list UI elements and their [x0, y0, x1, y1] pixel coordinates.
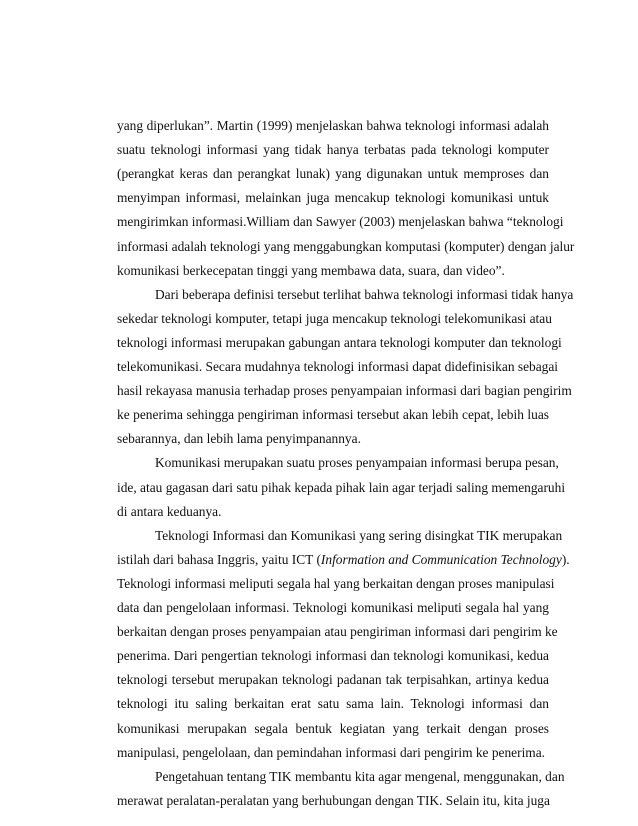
text-line: yang diperlukan”. Martin (1999) menjelaskan bahwa teknologi informasi adalah [117, 118, 549, 133]
text-line: Pengetahuan tentang TIK membantu kita agar mengenal, menggunakan, dan [155, 768, 565, 784]
text-line: istilah dari bahasa Inggris, yaitu ICT (Information and Communication Technology). [117, 551, 570, 567]
text-line: teknologi tersebut merupakan teknologi padanan tak terpisahkan, artinya kedua [117, 672, 549, 688]
text-line: (perangkat keras dan perangkat lunak) yang digunakan untuk memproses dan [117, 166, 549, 182]
text-line: ide, atau gagasan dari satu pihak kepada pihak lain agar terjadi saling memengaruhi [117, 479, 566, 495]
text-line: telekomunikasi. Secara mudahnya teknologi informasi dapat didefinisikan sebagai [117, 359, 559, 374]
text-line: suatu teknologi informasi yang tidak hanya terbatas pada teknologi komputer [117, 142, 549, 158]
text-line: di antara keduanya. [117, 503, 222, 519]
text-line: informasi adalah teknologi yang menggabungkan komputasi (komputer) dengan jalur [117, 238, 575, 254]
text-line: teknologi itu saling berkaitan erat satu sama lain. Teknologi informasi dan [117, 696, 549, 712]
text-line: penerima. Dari pengertian teknologi informasi dan teknologi komunikasi, kedua [117, 648, 549, 664]
text-line: Dari beberapa definisi tersebut terlihat bahwa teknologi informasi tidak hanya [155, 286, 574, 302]
italic-term: Information and Communication Technology [320, 551, 562, 567]
text-line: komunikasi merupakan segala bentuk kegiatan yang terkait dengan proses [117, 720, 549, 736]
text-line: mengirimkan informasi.William dan Sawyer (2003) menjelaskan bahwa “teknologi [117, 214, 564, 230]
text-line: menyimpan informasi, melainkan juga mencakup teknologi komunikasi untuk [117, 190, 549, 206]
text-line: Teknologi informasi meliputi segala hal yang berkaitan dengan proses manipulasi [117, 575, 555, 591]
text-line: teknologi informasi merupakan gabungan antara teknologi komputer dan teknologi [117, 334, 562, 350]
text-line: hasil rekayasa manusia terhadap proses penyampaian informasi dari bagian pengirim [117, 383, 572, 399]
text-line: merawat peralatan-peralatan yang berhubungan dengan TIK. Selain itu, kita juga [117, 792, 550, 808]
text-line: Komunikasi merupakan suatu proses penyampaian informasi berupa pesan, [155, 455, 559, 471]
text-line: sebarannya, dan lebih lama penyimpanannya. [117, 431, 361, 447]
text-line: komunikasi berkecepatan tinggi yang membawa data, suara, dan video”. [117, 262, 505, 278]
text-line: berkaitan dengan proses penyampaian atau pengiriman informasi dari pengirim ke [117, 624, 558, 640]
text-line: ke penerima sehingga pengiriman informasi tersebut akan lebih cepat, lebih luas [117, 407, 549, 423]
text-line: data dan pengelolaan informasi. Teknologi komunikasi meliputi segala hal yang [117, 600, 549, 615]
text-line: sekedar teknologi komputer, tetapi juga mencakup teknologi telekomunikasi atau [117, 310, 552, 326]
text-line: manipulasi, pengelolaan, dan pemindahan informasi dari pengirim ke penerima. [117, 744, 545, 760]
text-line: Teknologi Informasi dan Komunikasi yang sering disingkat TIK merupakan [155, 527, 563, 543]
